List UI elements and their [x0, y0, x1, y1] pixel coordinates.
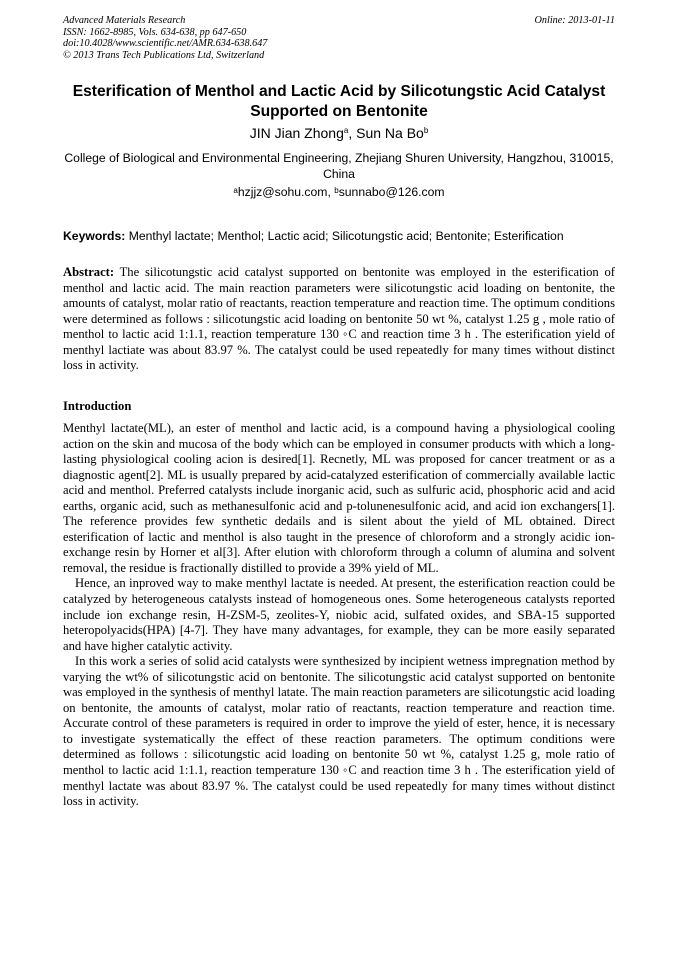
author-name: Sun Na Bo — [356, 125, 424, 141]
email-mark: b — [334, 186, 339, 195]
issn-line: ISSN: 1662-8985, Vols. 634-638, pp 647-650 — [63, 26, 247, 38]
section-heading-introduction: Introduction — [63, 399, 132, 413]
journal-name: Advanced Materials Research — [63, 15, 186, 26]
abstract-text: The silicotungstic acid catalyst supported on bentonite was employed in the esterification of menthol and lactic acid. The main reaction parameters were silicotungstic acid loading on bentonite, the amounts of catalyst, molar ratio of reactants, reaction temperature and reaction time. The optimum conditions were determined as follows : silicotungstic acid loading on bentonite 50 wt %, catalyst 1.25 g , mole ratio of menthol to lactic acid 1:1.1, reaction temperature 130 ◦C and reaction time 3 h . The esterification yield of menthyl lactiate was about 83.97 %. The catalyst could be used repeatedly for many times without distinct loss in activity. — [63, 265, 615, 373]
author-list — [40, 124, 638, 142]
email-list — [60, 185, 618, 200]
paragraph: Menthyl lactate(ML), an ester of menthol and lactic acid, is a compound having a physiological cooling action on the skin and mucosa of the body which can be employed in consumer products with which a long-lasting physiological cooling acion is desired[1]. Recnetly, ML was proposed for cancer treatment or as a diagnostic agent[2]. ML is usually prepared by acid-catalyzed esterification of commercially available lactic acid and menthol. Preferred catalysts include inorganic acid, such as sulfuric acid, phosphoric acid and acid earths, organic acid, such as methanesulfonic acid and p-tolunenesulfonic acid, and acid ion exchangers[1]. The reference provides few synthetic dedails and is silent about the yield of ML obtained. Direct esterification of lactic and menthol is also taught in the presence of chloroform and a strongly acidic ion-exchange resin by Horner et al[3]. After elution with chloroform through a column of alumina and solvent removal, the residue is fractionally distilled to provide a 39% yield of ML. — [63, 421, 615, 575]
email-address: sunnabo@126.com — [338, 185, 445, 199]
paper-title: Esterification of Menthol and Lactic Acid by Silicotungstic Acid Catalyst Supported on Bentonite — [72, 83, 606, 120]
keywords — [63, 229, 615, 244]
author-name: JIN Jian Zhong — [249, 125, 344, 141]
journal-header — [63, 15, 615, 61]
email-separator: , — [327, 185, 335, 199]
author-affil-mark: b — [423, 126, 429, 135]
author-separator: , — [348, 125, 357, 141]
affiliation: College of Biological and Environmental Engineering, Zhejiang Shuren University, Hangzhou, 310015, China — [64, 151, 614, 181]
keywords-label: Keywords: — [63, 229, 126, 243]
online-date: Online: 2013-01-11 — [534, 15, 615, 26]
email-address: hzjjz@sohu.com — [237, 185, 328, 199]
abstract — [63, 265, 615, 374]
abstract-label: Abstract: — [63, 265, 115, 279]
author-affil-mark: a — [343, 126, 349, 135]
email-mark: a — [233, 186, 238, 195]
copyright-line: © 2013 Trans Tech Publications Ltd, Switzerland — [63, 49, 265, 61]
paragraph: Hence, an inproved way to make menthyl lactate is needed. At present, the esterification reaction could be catalyzed by heterogeneous catalysts instead of homogeneous ones. Some heterogeneous catalysts reported include ion exchange resin, H-ZSM-5, zeolites-Y, niobic acid, sulfated oxides, and SBA-15 supported heteropolyacids(HPA) [4-7]. They have many advantages, for example, they can be more easily separated and have higher catalytic activity. — [63, 576, 615, 653]
doi-line: doi:10.4028/www.scientific.net/AMR.634-638.647 — [63, 38, 268, 50]
paragraph: In this work a series of solid acid catalysts were synthesized by incipient wetness impregnation method by varying the wt% of silicotungstic acid on bentonite. The silicotungstic acid catalyst supported on bentonite was employed in the synthesis of menthyl latate. The main reaction parameters are silicotungstic acid loading on bentonite, the amounts of catalyst, molar ratio of reactants, reaction temperature and reaction time. Accurate control of these parameters is required in order to improve the yield of ester, hence, it is necessary to investigate systematically the effect of these reaction parameters. The optimum conditions were determined as follows : silicotungstic acid loading on bentonite 50 wt %, catalyst 1.25 g, mole ratio of menthol to lactic acid 1:1.1, reaction temperature 130 ◦C and reaction time 3 h . The esterification yield of menthyl lactate was about 83.97 %. The catalyst could be used repeatedly for many times without distinct loss in activity. — [63, 654, 615, 809]
keywords-text: Menthyl lactate; Menthol; Lactic acid; Silicotungstic acid; Bentonite; Esterification — [125, 229, 564, 243]
introduction-body — [63, 421, 615, 810]
